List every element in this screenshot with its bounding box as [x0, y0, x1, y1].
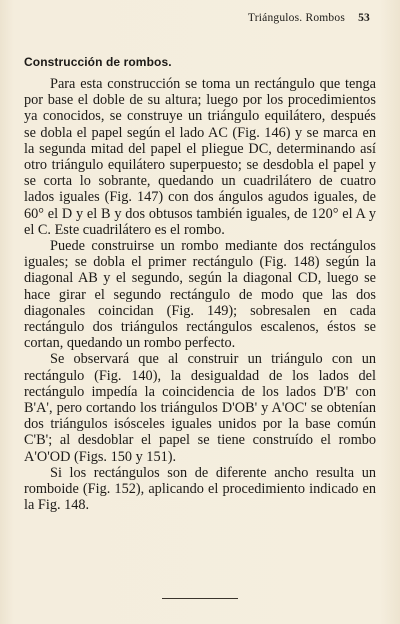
paragraph-1: Para esta construcción se toma un rectángulo que tenga por base el doble de su altura; luego por los procedimientos ya conocidos, se construye un triángulo equilátero, después se dobla el papel según el lado AC (Fig. 146) y se marca en la segunda mitad del papel el pliegue DC, determinando así otro triángulo equilátero superpuesto; se desdobla el papel y se corta lo sobrante, quedando un cuadrilátero de cuatro lados iguales (Fig. 147) con dos ángulos agudos iguales, de 60° el D y el B y dos obtusos también iguales, de 120° el A y el C. Este cuadrilátero es el rombo. — [24, 76, 376, 238]
paragraph-4: Si los rectángulos son de diferente ancho resulta un romboide (Fig. 152), aplicando el procedimiento indicado en la Fig. 148. — [24, 464, 376, 514]
body-text — [24, 76, 376, 513]
closing-rule — [162, 598, 238, 599]
paragraph-3: Se observará que al construir un triángulo con un rectángulo (Fig. 140), la desigualdad de los lados del rectángulo impedía la coincidencia de los lados D'B' con B'A', pero cortando los triángulos D'OB' y A'OC' se obtenían dos triángulos isósceles iguales unidos por la base común C'B'; al desdoblar el papel se tiene construído el rombo A'O'OD (Figs. 150 y 151). — [24, 351, 376, 465]
paragraph-2: Puede construirse un rombo mediante dos rectángulos iguales; se dobla el primer rectángulo (Fig. 148) según la diagonal AB y el segundo, según la diagonal CD, luego se hace girar el segundo rectángulo de modo que las dos diagonales coincidan (Fig. 149); sobresalen en cada rectángulo dos triángulos rectángulos escalenos, éstos se cortan, quedando un rombo perfecto. — [24, 238, 376, 352]
page-number: 53 — [358, 12, 370, 24]
running-head — [248, 12, 370, 24]
running-head-title: Triángulos. Rombos — [247, 12, 346, 24]
section-title: Construcción de rombos. — [24, 55, 172, 69]
